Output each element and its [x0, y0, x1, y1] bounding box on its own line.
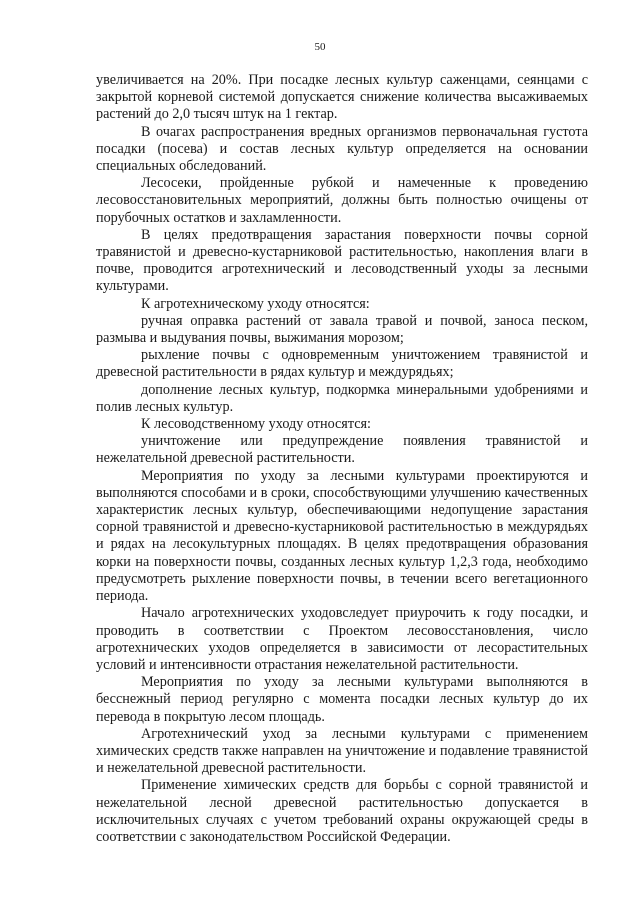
- paragraph-cutting-areas: Лесосеки, пройденные рубкой и намеченные к проведению лесовосстановительных мероприятий, должны быть полностью очищены от порубочных остатков и захламленности.: [96, 175, 588, 226]
- paragraph-silvicultural-heading: К лесоводственному уходу относятся:: [141, 416, 371, 433]
- paragraph-loosening: рыхление почвы с одновременным уничтожением травянистой и древесной растительности в рядах культур и междурядьях;: [96, 347, 588, 381]
- paragraph-continuation: увеличивается на 20%. При посадке лесных культур саженцами, сеянцами с закрытой корневой системой допускается снижение количества высаживаемых растений до 2,0 тысяч штук на 1 гектар.: [96, 72, 588, 123]
- paragraph-care-measures: Мероприятия по уходу за лесными культурами проектируются и выполняются способами и в сроки, способствующими улучшению качественных характеристик лесных культур, обеспечивающими недопущение зарастания сорной травянистой и древесно-кустарниковой растительностью в междурядьях и рядах на лесокультурных площадях. В целях предотвращения образования корки на поверхности почвы, созданных лесных культур 1,2,3 года, необходимо предусмотреть рыхление поверхности почвы, в течении всего вегетационного периода.: [96, 467, 588, 605]
- body-text: [96, 72, 588, 846]
- paragraph-overgrowth-prevention: В целях предотвращения зарастания поверхности почвы сорной травянистой и древесно-кустарниковой растительностью, накопления влаги в почве, проводится агротехнический и лесоводственный уходы за лесными культурами.: [96, 226, 588, 295]
- paragraph-manual-adjustment: ручная оправка растений от завала травой и почвой, заноса песком, размыва и выдувания почвы, выжимания морозом;: [96, 312, 588, 347]
- paragraph-destruction: уничтожение или предупреждение появления травянистой и нежелательной древесной растительности.: [96, 433, 588, 467]
- paragraph-agrotechnical-heading: К агротехническому уходу относятся:: [141, 295, 370, 312]
- paragraph-supplementing: дополнение лесных культур, подкормка минеральными удобрениями и полив лесных культур.: [96, 381, 588, 415]
- paragraph-snowless-period: Мероприятия по уходу за лесными культурами выполняются в бесснежный период регулярно с момента посадки лесных культур до их перевода в покрытую лесом площадь.: [96, 674, 588, 725]
- paragraph-chemical-use: Применение химических средств для борьбы с сорной травянистой и нежелательной лесной древесной растительностью допускается в исключительных случаях с учетом требований охраны окружающей среды в соответствии с законодательством Российской Федерации.: [96, 777, 588, 845]
- page-number: 50: [314, 41, 326, 53]
- paragraph-start-of-care: Начало агротехнических уходовследует приурочить к году посадки, и проводить в соответствии с Проектом лесовосстановления, число агротехнических уходов определяется в зависимости от лесорастительных условий и интенсивности отрастания нежелательной растительности.: [96, 605, 588, 673]
- paragraph-chemical-care: Агротехнический уход за лесными культурами с применением химических средств также направлен на уничтожение и подавление травянистой и нежелательной древесной растительности.: [96, 725, 588, 777]
- paragraph-pest-foci: В очагах распространения вредных организмов первоначальная густота посадки (посева) и состав лесных культур определяется на основании специальных обследований.: [96, 123, 588, 175]
